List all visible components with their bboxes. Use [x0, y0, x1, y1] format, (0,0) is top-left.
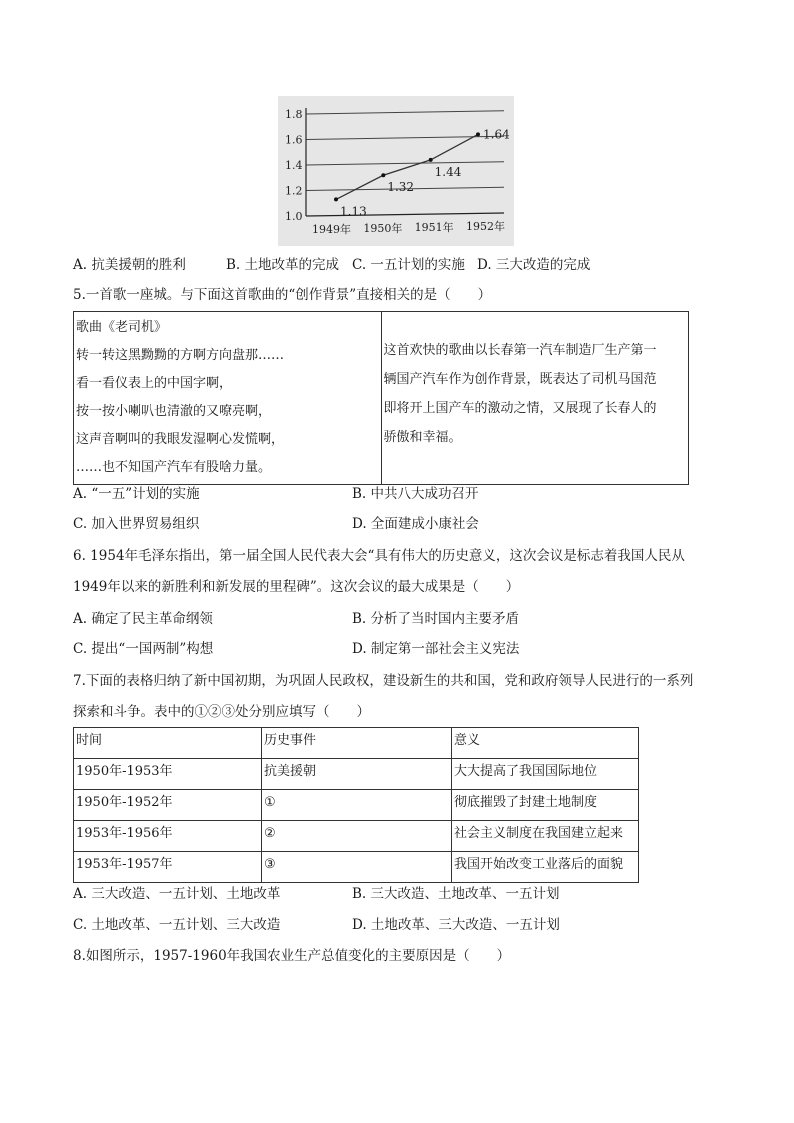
background-line: 骄傲和幸福。 — [383, 430, 462, 445]
q4-option-a[interactable]: A. 抗美援朝的胜利 — [73, 257, 186, 273]
q6-stem-line-1: 6. 1954年毛泽东指出，第一届全国人民代表大会“具有伟大的历史意义，这次会议是标志着我国人民从 — [73, 548, 685, 564]
table-cell: 1953年-1957年 — [74, 852, 262, 883]
table-row — [74, 821, 639, 852]
table-cell: 大大提高了我国国际地位 — [452, 759, 639, 790]
q6-option-c[interactable]: C. 提出“一国两制”构想 — [73, 641, 214, 657]
q5-option-b[interactable]: B. 中共八大成功召开 — [352, 486, 479, 502]
table-cell: 我国开始改变工业落后的面貌 — [452, 852, 639, 883]
x-tick-label: 1950年 — [363, 222, 403, 235]
q7-stem-line-2: 探索和斗争。表中的①②③处分别应填写（ ） — [73, 704, 370, 720]
data-label: 1.13 — [340, 204, 367, 219]
data-point — [381, 173, 385, 177]
song-background-cell — [381, 312, 688, 485]
table-cell: 社会主义制度在我国建立起来 — [452, 821, 639, 852]
lyric-line: ……也不知国产汽车有股啥力量。 — [76, 460, 272, 475]
table-header-row — [74, 728, 639, 759]
q6-option-a[interactable]: A. 确定了民主革命纲领 — [73, 611, 213, 627]
q7-option-a[interactable]: A. 三大改造、一五计划、土地改革 — [73, 886, 281, 902]
table-cell: ② — [262, 821, 452, 852]
y-tick-label: 1.6 — [285, 133, 303, 147]
y-tick-label: 1.2 — [285, 184, 303, 198]
table-cell: 抗美援朝 — [262, 759, 452, 790]
table-cell: 彻底摧毁了封建土地制度 — [452, 790, 639, 821]
y-tick-label: 1.8 — [285, 108, 303, 121]
table-cell: 1950年-1953年 — [74, 759, 262, 790]
data-point — [334, 197, 338, 201]
song-lyrics-cell — [74, 312, 382, 485]
y-tick-label: 1.0 — [285, 210, 303, 223]
grid-line — [306, 162, 504, 165]
q4-option-c[interactable]: C. 一五计划的实施 — [352, 257, 465, 273]
header-time: 时间 — [74, 728, 262, 759]
data-point — [429, 158, 433, 162]
q7-option-d[interactable]: D. 土地改革、三大改造、一五计划 — [352, 917, 560, 933]
q5-option-c[interactable]: C. 加入世界贸易组织 — [73, 516, 200, 532]
q6-stem-line-2: 1949年以来的新胜利和新发展的里程碑”。这次会议的最大成果是（ ） — [73, 579, 520, 595]
q5-song-table — [73, 311, 689, 485]
header-significance: 意义 — [452, 728, 639, 759]
grid-line — [306, 111, 504, 114]
table-row — [74, 790, 639, 821]
q7-stem-line-1: 7.下面的表格归纳了新中国初期，为巩固人民政权，建设新生的共和国，党和政府领导人民进行的一系列 — [73, 673, 694, 689]
table-cell: ③ — [262, 852, 452, 883]
table-row — [74, 852, 639, 883]
x-tick-label: 1951年 — [414, 221, 454, 234]
table-cell: 1950年-1952年 — [74, 790, 262, 821]
lyric-line: 看一看仪表上的中国字啊， — [76, 376, 233, 391]
lyric-line: 按一按小喇叭也清澈的又嘹亮啊， — [76, 404, 272, 419]
q6-option-d[interactable]: D. 制定第一部社会主义宪法 — [352, 641, 520, 657]
x-tick-label: 1949年 — [312, 223, 351, 236]
lyric-line: 转一转这黑黝黝的方啊方向盘那…… — [76, 348, 285, 363]
header-event: 历史事件 — [262, 728, 452, 759]
q7-history-table — [73, 727, 639, 883]
q5-option-d[interactable]: D. 全面建成小康社会 — [352, 516, 479, 532]
table-cell: ① — [262, 790, 452, 821]
q5-option-a[interactable]: A. “一五”计划的实施 — [73, 486, 200, 502]
q6-option-b[interactable]: B. 分析了当时国内主要矛盾 — [352, 611, 520, 627]
background-line: 即将开上国产车的激动之情，又展现了长春人的 — [383, 401, 657, 416]
q7-option-c[interactable]: C. 土地改革、一五计划、三大改造 — [73, 917, 281, 933]
data-label: 1.44 — [434, 164, 462, 179]
song-title: 歌曲《老司机》 — [76, 320, 168, 335]
lyric-line: 这声音啊叫的我眼发湿啊心发慌啊， — [76, 432, 285, 447]
q4-option-b[interactable]: B. 土地改革的完成 — [226, 257, 340, 273]
q8-stem: 8.如图所示，1957-1960年我国农业生产总值变化的主要原因是（ ） — [73, 948, 511, 964]
background-line: 这首欢快的歌曲以长春第一汽车制造厂生产第一 — [383, 343, 657, 358]
data-label: 1.64 — [483, 127, 510, 142]
x-axis — [306, 213, 504, 216]
q7-option-b[interactable]: B. 三大改造、土地改革、一五计划 — [352, 886, 560, 902]
q4-option-d[interactable]: D. 三大改造的完成 — [477, 257, 591, 273]
data-label: 1.32 — [387, 180, 415, 195]
growth-line-chart — [278, 96, 514, 246]
chart-svg — [278, 96, 514, 246]
x-tick-label: 1952年 — [466, 220, 505, 233]
y-tick-label: 1.4 — [285, 159, 303, 172]
q5-stem: 5.一首歌一座城。与下面这首歌曲的“创作背景”直接相关的是（ ） — [73, 287, 492, 303]
background-line: 辆国产汽车作为创作背景，既表达了司机马国范 — [383, 372, 657, 387]
table-row — [74, 759, 639, 790]
data-point — [476, 132, 480, 136]
table-cell: 1953年-1956年 — [74, 821, 262, 852]
